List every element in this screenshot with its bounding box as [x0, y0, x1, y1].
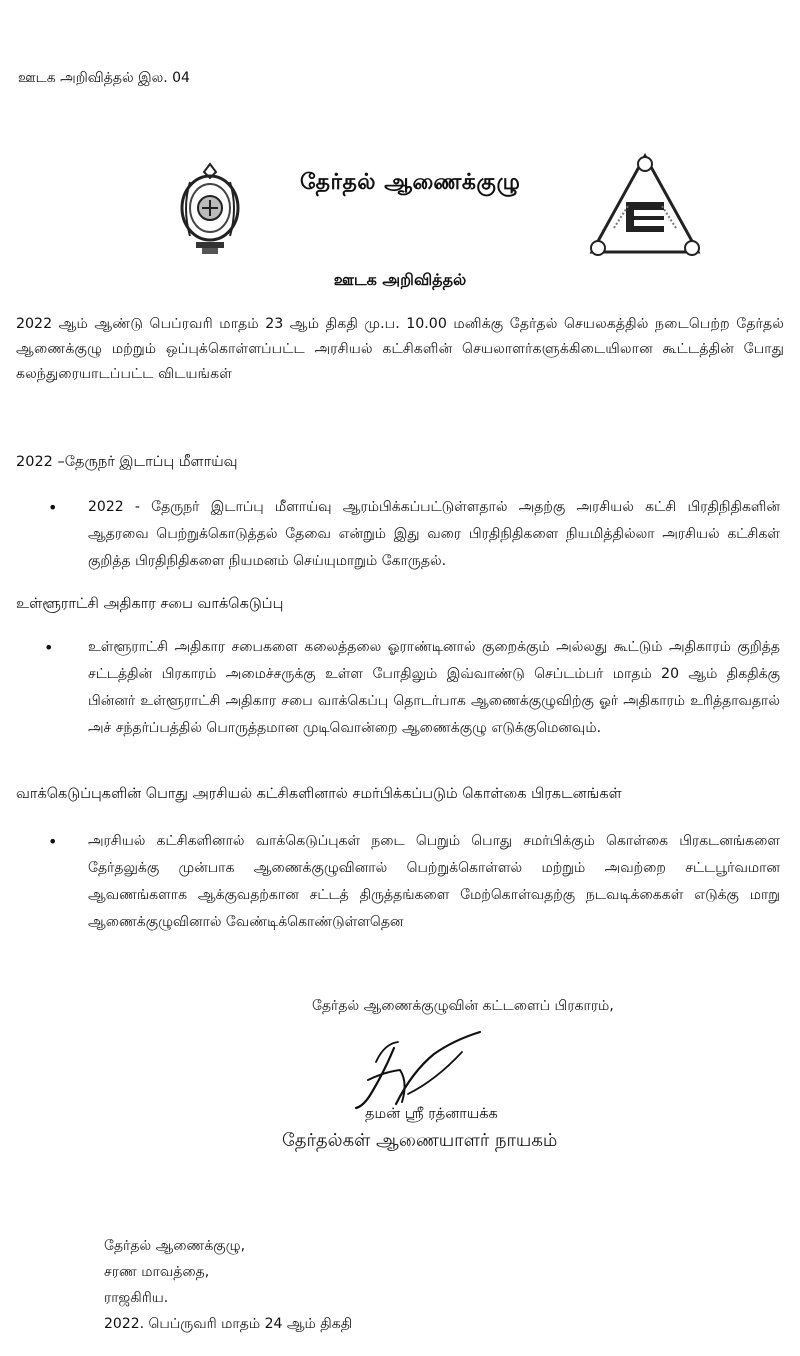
document-date: 2022. பெப்ருவரி மாதம் 24 ஆம் திகதி — [104, 1316, 353, 1332]
bullet-manifestos: • அரசியல் கட்சிகளினால் வாக்கெடுப்புகள் நடை பெறும் பொது சமர்பிக்கும் கொள்கை பிரகடனங்களை தேர்தலுக்கு முன்பாக ஆணைக்குழுவினால் பெற்றுக்கொள்ளல் மற்றும் அவற்றை சட்டபூர்வமான ஆவணங்களாக ஆக்குவதற்கான சட்டத் திருத்தங்களை மேற்கொள்வதற்கு நடவடிக்கைகள் எடுக்கு மாறு ஆணைக்குழுவினால் வேண்டிக்கொண்டுள்ளதென — [88, 828, 780, 936]
sri-lanka-emblem-icon — [176, 160, 244, 258]
signer-title: தேர்தல்கள் ஆணையாளர் நாயகம் — [282, 1130, 558, 1151]
section-heading-manifestos: வாக்கெடுப்புகளின் பொது அரசியல் கட்சிகளினால் சமர்பிக்கப்படும் கொள்கை பிரகடனங்கள் — [16, 786, 622, 802]
address-line-3: ராஜகிரிய. — [104, 1290, 169, 1306]
document-title: ஊடக அறிவித்தல் — [333, 270, 467, 289]
signer-name: தமன் ஸ்ரீ ரத்னாயக்க — [365, 1106, 498, 1122]
organization-title: தேர்தல் ஆணைக்குழு — [300, 170, 521, 195]
order-line: தேர்தல் ஆணைக்குழுவின் கட்டளைப் பிரகாரம், — [312, 998, 614, 1014]
bullet-local-authority: • உள்ளூராட்சி அதிகார சபைகளை கலைத்தலை ஓராண்டினால் குறைக்கும் அல்லது கூட்டும் அதிகாரம் குறித்த சட்டத்தின் பிரகாரம் அமைச்சருக்கு உள்ள போதிலும் இவ்வாண்டு செப்டம்பர் மாதம் 20 ஆம் திகதிக்கு பின்னர் உள்ளூராட்சி அதிகார சபை வாக்கெப்பு தொடர்பாக ஆணைக்குழுவிற்கு ஓர் அதிகாரம் உரித்தாவதால் அச் சந்தர்ப்பத்தில் பொருத்தமான முடிவொன்றை ஆணைக்குழு எடுக்குமெனவும். — [88, 634, 780, 742]
reference-number: ஊடக அறிவித்தல் இல. 04 — [18, 70, 190, 86]
election-commission-logo-icon — [584, 150, 706, 262]
bullet-voter-register: • 2022 - தேருநர் இடாப்பு மீளாய்வு ஆரம்பிக்கப்பட்டுள்ளதால் அதற்கு அரசியல் கட்சி பிரதிநிதிகளின் ஆதரவை பெற்றுக்கொடுத்தல் தேவை என்றும் இது வரை பிரதிநிதிகளை நியமித்தில்லா அரசியல் கட்சிகள் குறித்த பிரதிநிதிகளை நியமனம் செய்யுமாறும் கோருதல். — [88, 494, 780, 575]
section-heading-voter-register: 2022 –தேருநர் இடாப்பு மீளாய்வு — [16, 454, 238, 470]
signature-image — [350, 1022, 490, 1114]
section-heading-local-authority: உள்ளூராட்சி அதிகார சபை வாக்கெடுப்பு — [16, 596, 284, 612]
address-line-1: தேர்தல் ஆணைக்குழு, — [104, 1238, 246, 1254]
address-line-2: சரண மாவத்தை, — [104, 1264, 210, 1280]
intro-paragraph: 2022 ஆம் ஆண்டு பெப்ரவரி மாதம் 23 ஆம் திகதி மு.ப. 10.00 மனிக்கு தேர்தல் செயலகத்தில் நடைபெற்ற தேர்தல் ஆணைக்குழு மற்றும் ஒப்புக்கொள்ளப்பட்ட அரசியல் கட்சிகளின் செயலாளர்களுக்கிடையிலான கூட்டத்தின் போது கலந்துரையாடப்பட்ட விடயங்கள் — [16, 316, 784, 382]
